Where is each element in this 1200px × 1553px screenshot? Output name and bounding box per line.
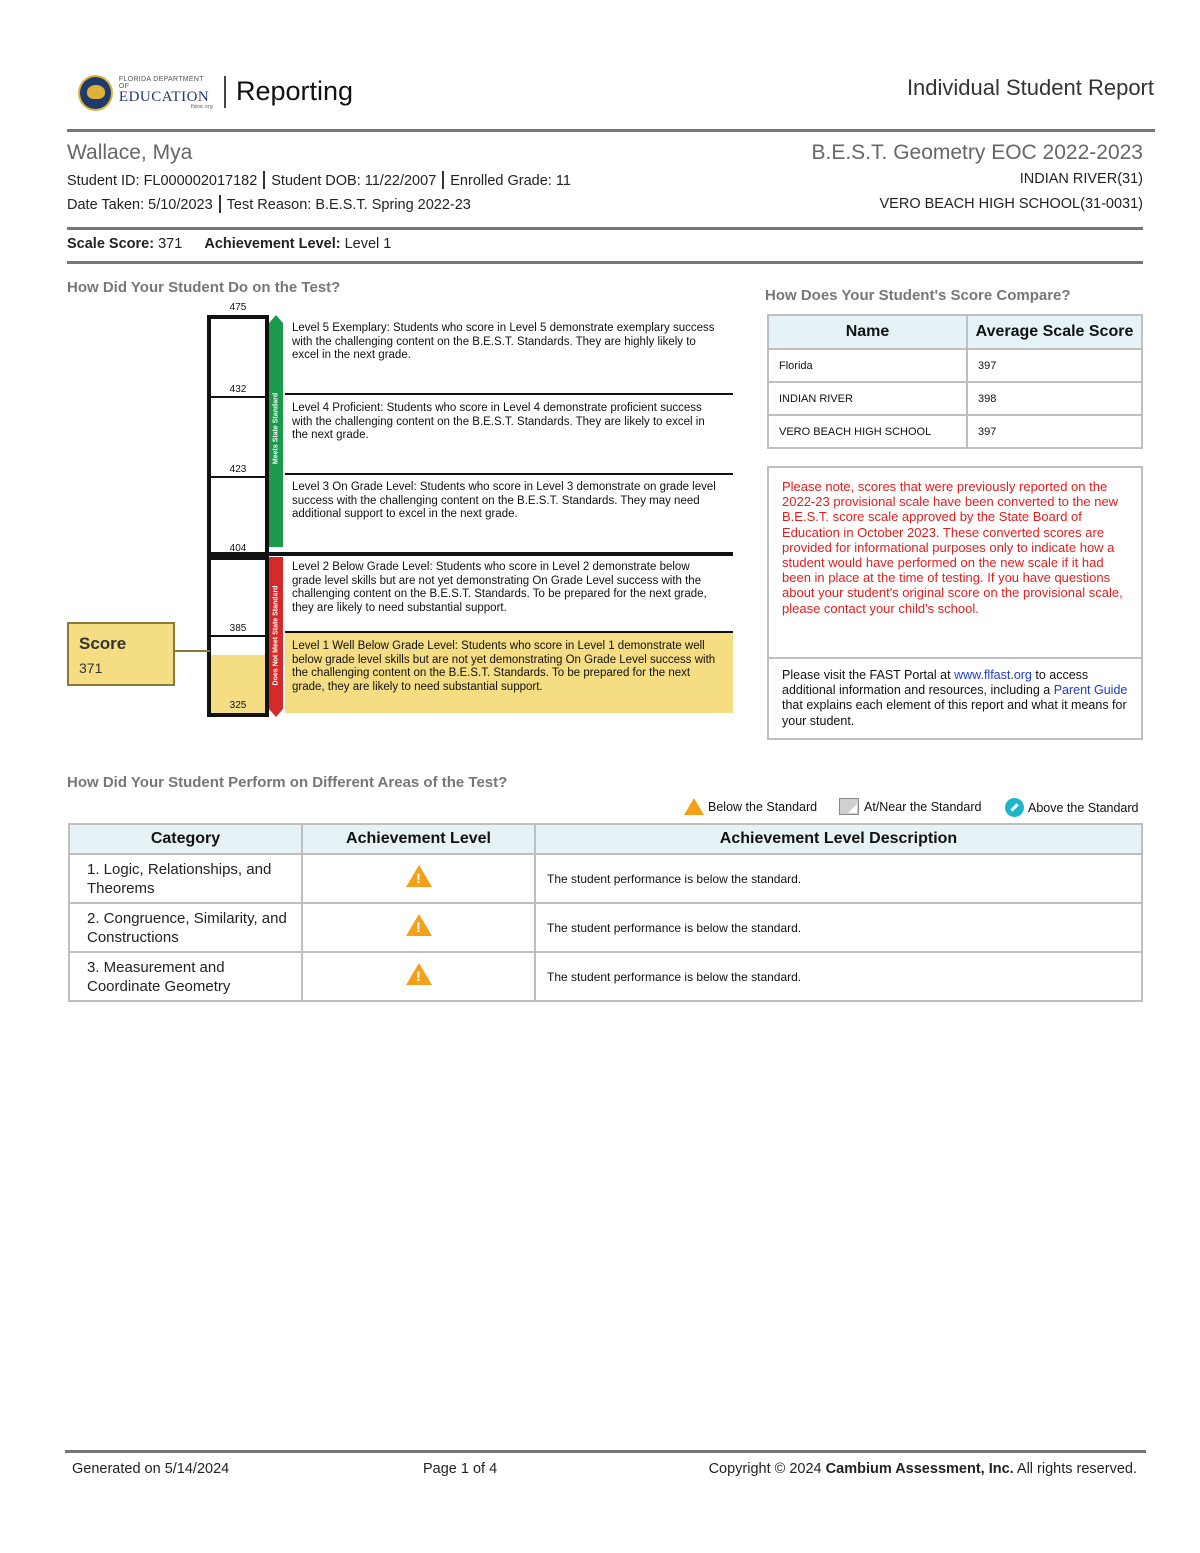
tick-line <box>211 635 265 637</box>
category-name: 2. Congruence, Similarity, and Constructions <box>69 903 302 952</box>
scale-score-value: 371 <box>158 236 183 252</box>
level-2-description: Level 2 Below Grade Level: Students who score in Level 2 demonstrate below grade level skills but are not yet demonstrating On Grade Level success with the challenging content on the B.E.S.T. Standards. To be prepared for the next grade, they are likely to need substantial support. <box>292 561 707 614</box>
table-row <box>69 952 1142 1001</box>
student-name: Wallace, Mya <box>67 141 193 164</box>
footer-rule <box>65 1450 1146 1453</box>
rights-text: All rights reserved. <box>1013 1461 1137 1477</box>
note-divider <box>769 657 1141 659</box>
logo-small-text: FLORIDA DEPARTMENT OF <box>118 76 204 90</box>
copyright <box>709 1461 1137 1477</box>
legend-near-label: At/Near the Standard <box>864 799 982 814</box>
tick-label: 385 <box>229 623 247 634</box>
tick-label: 325 <box>229 700 247 711</box>
generated-date: Generated on 5/14/2024 <box>72 1461 230 1477</box>
compare-avg: 397 <box>967 349 1142 382</box>
warning-icon: ! <box>406 865 432 887</box>
category-table <box>68 823 1143 1002</box>
table-row <box>768 382 1142 415</box>
compare-heading: How Does Your Student's Score Compare? <box>765 287 1071 304</box>
student-meta-line-2 <box>67 195 471 213</box>
achievement-level-col: Achievement Level <box>302 824 535 854</box>
warning-icon: ! <box>406 914 432 936</box>
portal-text-middle: to access additional information and resources, including a <box>782 668 1089 698</box>
compare-avg: 398 <box>967 382 1142 415</box>
tick-label: 423 <box>229 464 247 475</box>
conversion-notice-text: Please note, scores that were previously reported on the 2022-23 provisional scale have been converted to the new B.E.S.T. score scale approved by the State Board of Education in October 2023. These converted scores are provided for informational purposes only to indicate how a student would have performed on the new scale if it had been in place at the time of testing. If you have questions about your student's original score on the provisional scale, please contact your child's school. <box>782 479 1123 616</box>
legend-below <box>684 798 817 815</box>
tick-line <box>211 476 265 478</box>
scale-conversion-note <box>767 466 1143 740</box>
legend-above <box>1005 798 1139 817</box>
meets-standard-label: Meets State Standard <box>272 392 280 465</box>
achievement-level-cell <box>302 952 535 1001</box>
page-number: Page 1 of 4 <box>423 1461 498 1477</box>
level-description: The student performance is below the standard. <box>535 854 1142 903</box>
table-row <box>768 349 1142 382</box>
score-summary <box>67 236 391 252</box>
warning-icon: ! <box>406 963 432 985</box>
header-divider <box>224 76 226 108</box>
legend-below-label: Below the Standard <box>708 799 818 814</box>
score-connector <box>175 650 210 652</box>
portal-info-text <box>782 668 1132 729</box>
compare-table <box>767 314 1143 449</box>
school-name: VERO BEACH HIGH SCHOOL(31-0031) <box>879 196 1143 212</box>
score-scale <box>207 315 282 713</box>
compare-name: INDIAN RIVER <box>768 382 967 415</box>
areas-heading: How Did Your Student Perform on Different Areas of the Test? <box>67 774 508 791</box>
table-row <box>69 854 1142 903</box>
enrolled-grade: Enrolled Grade: 11 <box>450 173 571 189</box>
tick-label-top: 475 <box>229 302 247 313</box>
portal-text-end: that explains each element of this report and what it means for your student. <box>782 698 1127 728</box>
student-id: Student ID: FL000002017182 <box>67 173 258 189</box>
level-1-description: Level 1 Well Below Grade Level: Students who score in Level 1 demonstrate well below grade level skills but are not yet demonstrating On Grade Level success with the challenging content on the B.E.S.T. Standards. To be prepared for the next grade, they are likely to need substantial support. <box>292 640 716 693</box>
achievement-level-cell <box>302 854 535 903</box>
compare-col-avg: Average Scale Score <box>967 315 1142 349</box>
level-3-description: Level 3 On Grade Level: Students who score in Level 3 demonstrate on grade level success with the challenging content on the B.E.S.T. Standards. They may need additional support to excel in the next grade. <box>292 481 716 520</box>
test-reason: Test Reason: B.E.S.T. Spring 2022-23 <box>226 197 471 213</box>
table-row <box>768 415 1142 448</box>
tick-line <box>211 396 265 398</box>
portal-text-start: Please visit the FAST Portal at <box>782 668 955 682</box>
reporting-title: Reporting <box>236 76 354 106</box>
table-row <box>69 903 1142 952</box>
tick-label: 404 <box>229 543 247 554</box>
near-standard-icon <box>839 798 859 815</box>
category-col: Category <box>69 824 302 854</box>
logo-big-text: EDUCATION <box>118 89 210 105</box>
compare-name: VERO BEACH HIGH SCHOOL <box>768 415 967 448</box>
below-standard-icon <box>684 798 704 815</box>
scale-score-label: Scale Score: <box>67 236 155 252</box>
level-description: The student performance is below the standard. <box>535 903 1142 952</box>
student-meta-line-1 <box>67 171 571 189</box>
achievement-level-value: Level 1 <box>344 236 392 252</box>
description-col: Achievement Level Description <box>535 824 1142 854</box>
state-seal-icon <box>78 75 113 111</box>
level-description: The student performance is below the standard. <box>535 952 1142 1001</box>
above-standard-icon <box>1005 798 1024 817</box>
tick-label: 432 <box>229 384 247 395</box>
tick-line <box>211 556 265 560</box>
compare-col-name: Name <box>768 315 967 349</box>
score-callout-value: 371 <box>79 660 103 676</box>
achievement-level-cell <box>302 903 535 952</box>
score-callout <box>67 622 175 686</box>
summary-rule <box>67 261 1143 264</box>
category-name: 3. Measurement and Coordinate Geometry <box>69 952 302 1001</box>
fast-portal-link[interactable]: www.flfast.org <box>954 668 1032 682</box>
level-divider-standard <box>207 552 733 556</box>
scale-column <box>207 315 269 717</box>
district-name: INDIAN RIVER(31) <box>1019 171 1143 187</box>
logo-tiny-text: fldoe.org <box>190 104 213 110</box>
parent-guide-link[interactable]: Parent Guide <box>1053 683 1128 698</box>
report-title: Individual Student Report <box>906 75 1154 100</box>
company-name: Cambium Assessment, Inc. <box>825 1461 1014 1477</box>
compare-avg: 397 <box>967 415 1142 448</box>
level-divider <box>285 393 733 395</box>
level-5-description: Level 5 Exemplary: Students who score in Level 5 demonstrate exemplary success with the challenging content on the B.E.S.T. Standards. They are highly likely to excel in the next grade. <box>292 322 715 361</box>
compare-name: Florida <box>768 349 967 382</box>
performance-heading: How Did Your Student Do on the Test? <box>67 279 341 296</box>
copyright-text: Copyright © 2024 <box>708 1461 826 1477</box>
achievement-level-label: Achievement Level: <box>204 236 341 252</box>
fldoe-logo <box>78 70 213 116</box>
legend-near <box>839 798 981 815</box>
level-divider <box>285 631 733 633</box>
category-name: 1. Logic, Relationships, and Theorems <box>69 854 302 903</box>
date-taken: Date Taken: 5/10/2023 <box>67 197 213 213</box>
not-meet-standard-label: Does Not Meet State Standard <box>272 585 280 686</box>
test-title: B.E.S.T. Geometry EOC 2022-2023 <box>811 141 1143 164</box>
legend-above-label: Above the Standard <box>1028 800 1139 815</box>
score-callout-label: Score <box>79 634 127 653</box>
header-rule <box>67 129 1155 132</box>
level-4-description: Level 4 Proficient: Students who score in Level 4 demonstrate proficient success with the challenging content on the B.E.S.T. Standards. They are likely to excel in the next grade. <box>292 402 705 441</box>
student-dob: Student DOB: 11/22/2007 <box>271 173 437 189</box>
info-rule <box>67 227 1143 230</box>
level-divider <box>285 473 733 475</box>
